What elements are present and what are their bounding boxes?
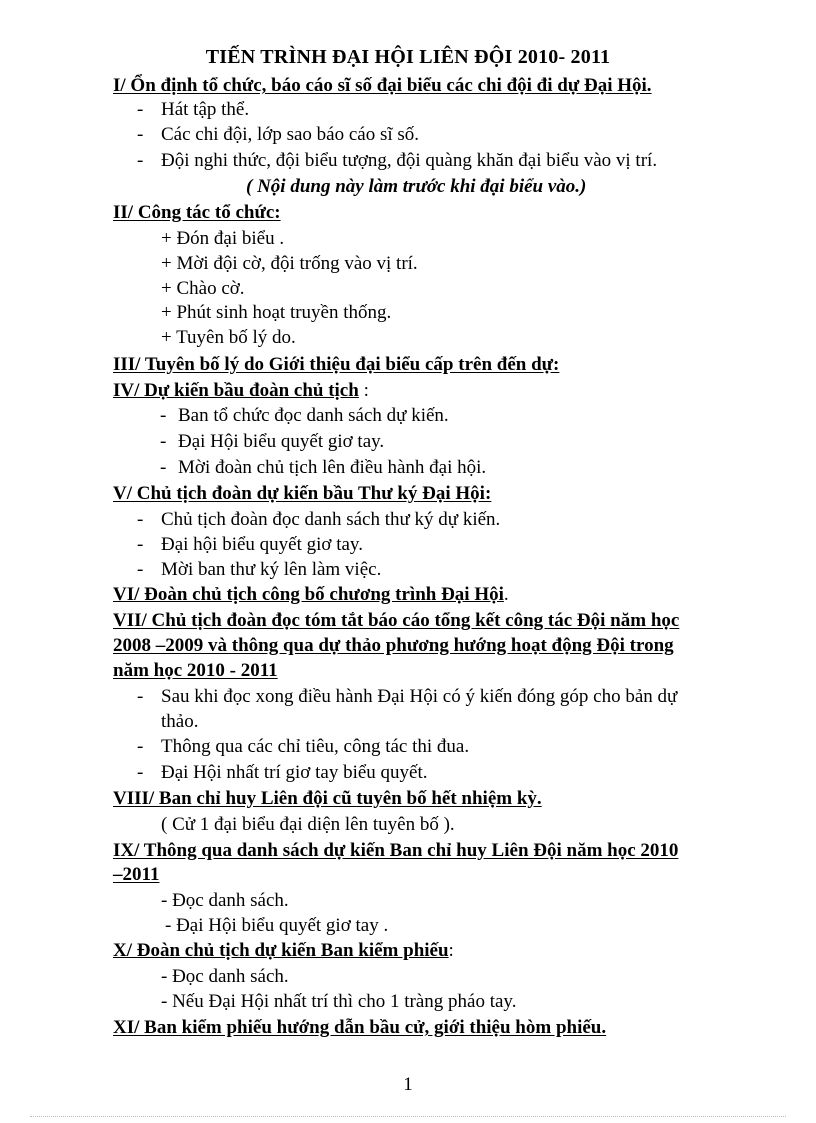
list-item: + Mời đội cờ, đội trống vào vị trí. xyxy=(161,253,418,274)
list-item: - Đọc danh sách. xyxy=(161,966,289,987)
bullet-dash: - xyxy=(137,99,144,120)
section-8-note: ( Cử 1 đại biểu đại diện lên tuyên bố ). xyxy=(161,814,455,835)
list-item: + Chào cờ. xyxy=(161,278,245,299)
section-1-heading: I/ Ổn định tổ chức, báo cáo sĩ số đại biểu các chi đội đi dự Đại Hội. xyxy=(113,75,652,96)
section-11-heading: XI/ Ban kiểm phiếu hướng dẫn bầu cử, giới thiệu hòm phiếu. xyxy=(113,1017,607,1038)
list-item: - Đọc danh sách. xyxy=(161,890,289,911)
bullet-dash: - xyxy=(137,124,144,145)
list-item xyxy=(137,97,249,123)
section-7-heading-line-1: VII/ Chủ tịch đoàn đọc tóm tắt báo cáo tổng kết công tác Đội năm học xyxy=(113,610,680,631)
section-9-heading-line-2: –2011 xyxy=(113,864,160,885)
section-3-heading: III/ Tuyên bố lý do Giới thiệu đại biểu cấp trên đến dự: xyxy=(113,354,560,375)
list-item xyxy=(137,734,469,760)
list-item xyxy=(137,148,657,174)
section-7-heading-line-2: 2008 –2009 và thông qua dự thảo phương hướng hoạt động Đội trong xyxy=(113,635,674,656)
list-item: + Đón đại biểu . xyxy=(161,228,285,249)
section-10-heading: X/ Đoàn chủ tịch dự kiến Ban kiểm phiếu xyxy=(113,940,449,961)
list-item-text: Đại Hội nhất trí giơ tay biểu quyết. xyxy=(161,762,428,783)
section-2-heading: II/ Công tác tổ chức: xyxy=(113,202,281,223)
bullet-dash: - xyxy=(137,559,144,580)
page-bottom-divider xyxy=(30,1116,786,1117)
section-4-heading-line xyxy=(113,378,369,404)
list-item-text: Đội nghi thức, đội biểu tượng, đội quàng khăn đại biểu vào vị trí. xyxy=(161,150,658,171)
list-item xyxy=(160,403,449,429)
list-item xyxy=(137,760,428,786)
list-item-text: Sau khi đọc xong điều hành Đại Hội có ý kiến đóng góp cho bản dự xyxy=(161,686,678,707)
page-number: 1 xyxy=(403,1074,413,1095)
bullet-dash: - xyxy=(137,150,144,171)
section-9-heading-line-1: IX/ Thông qua danh sách dự kiến Ban chỉ huy Liên Đội năm học 2010 xyxy=(113,840,679,861)
bullet-dash: - xyxy=(160,457,167,478)
list-item-text: Đại hội biểu quyết giơ tay. xyxy=(161,534,363,555)
section-6-heading: VI/ Đoàn chủ tịch công bố chương trình Đại Hội xyxy=(113,584,504,605)
section-4-heading: IV/ Dự kiến bầu đoàn chủ tịch xyxy=(113,380,359,401)
section-6-heading-suffix: . xyxy=(503,584,509,605)
bullet-dash: - xyxy=(137,509,144,530)
list-item xyxy=(137,507,500,533)
section-6-heading-line xyxy=(113,582,509,608)
section-7-heading-line-3: năm học 2010 - 2011 xyxy=(113,660,278,681)
list-item-text: Các chi đội, lớp sao báo cáo sĩ số. xyxy=(161,124,420,145)
list-item: - Nếu Đại Hội nhất trí thì cho 1 tràng pháo tay. xyxy=(161,991,517,1012)
list-item: - Đại Hội biểu quyết giơ tay . xyxy=(165,915,389,936)
list-item xyxy=(137,684,677,710)
section-8-heading: VIII/ Ban chỉ huy Liên đội cũ tuyên bố hết nhiệm kỳ. xyxy=(113,788,542,809)
section-5-heading: V/ Chủ tịch đoàn dự kiến bầu Thư ký Đại Hội: xyxy=(113,483,492,504)
bullet-dash: - xyxy=(137,686,144,707)
list-item xyxy=(160,429,384,455)
list-item: + Phút sinh hoạt truyền thống. xyxy=(161,302,392,323)
list-item-text: Hát tập thể. xyxy=(161,99,250,120)
list-item xyxy=(137,122,419,148)
list-item xyxy=(137,532,363,558)
bullet-dash: - xyxy=(160,431,167,452)
list-item-continuation: thảo. xyxy=(161,711,199,732)
bullet-dash: - xyxy=(137,762,144,783)
bullet-dash: - xyxy=(137,534,144,555)
bullet-dash: - xyxy=(160,405,167,426)
list-item-text: Đại Hội biểu quyết giơ tay. xyxy=(178,431,385,452)
list-item-text: Chủ tịch đoàn đọc danh sách thư ký dự kiến. xyxy=(161,509,501,530)
list-item-text: Thông qua các chỉ tiêu, công tác thi đua. xyxy=(161,736,470,757)
bullet-dash: - xyxy=(137,736,144,757)
document-title: TIẾN TRÌNH ĐẠI HỘI LIÊN ĐỘI 2010- 2011 xyxy=(205,46,611,68)
list-item-text: Mời đoàn chủ tịch lên điều hành đại hội. xyxy=(178,457,487,478)
list-item-text: Mời ban thư ký lên làm việc. xyxy=(161,559,382,580)
list-item-text: Ban tổ chức đọc danh sách dự kiến. xyxy=(178,405,449,426)
list-item xyxy=(160,455,486,481)
list-item xyxy=(137,557,381,583)
section-10-heading-line xyxy=(113,938,454,964)
section-1-note: ( Nội dung này làm trước khi đại biểu vào.) xyxy=(246,176,587,197)
section-10-heading-suffix: : xyxy=(448,940,454,961)
section-4-heading-suffix: : xyxy=(358,380,369,401)
list-item: + Tuyên bố lý do. xyxy=(161,327,296,348)
